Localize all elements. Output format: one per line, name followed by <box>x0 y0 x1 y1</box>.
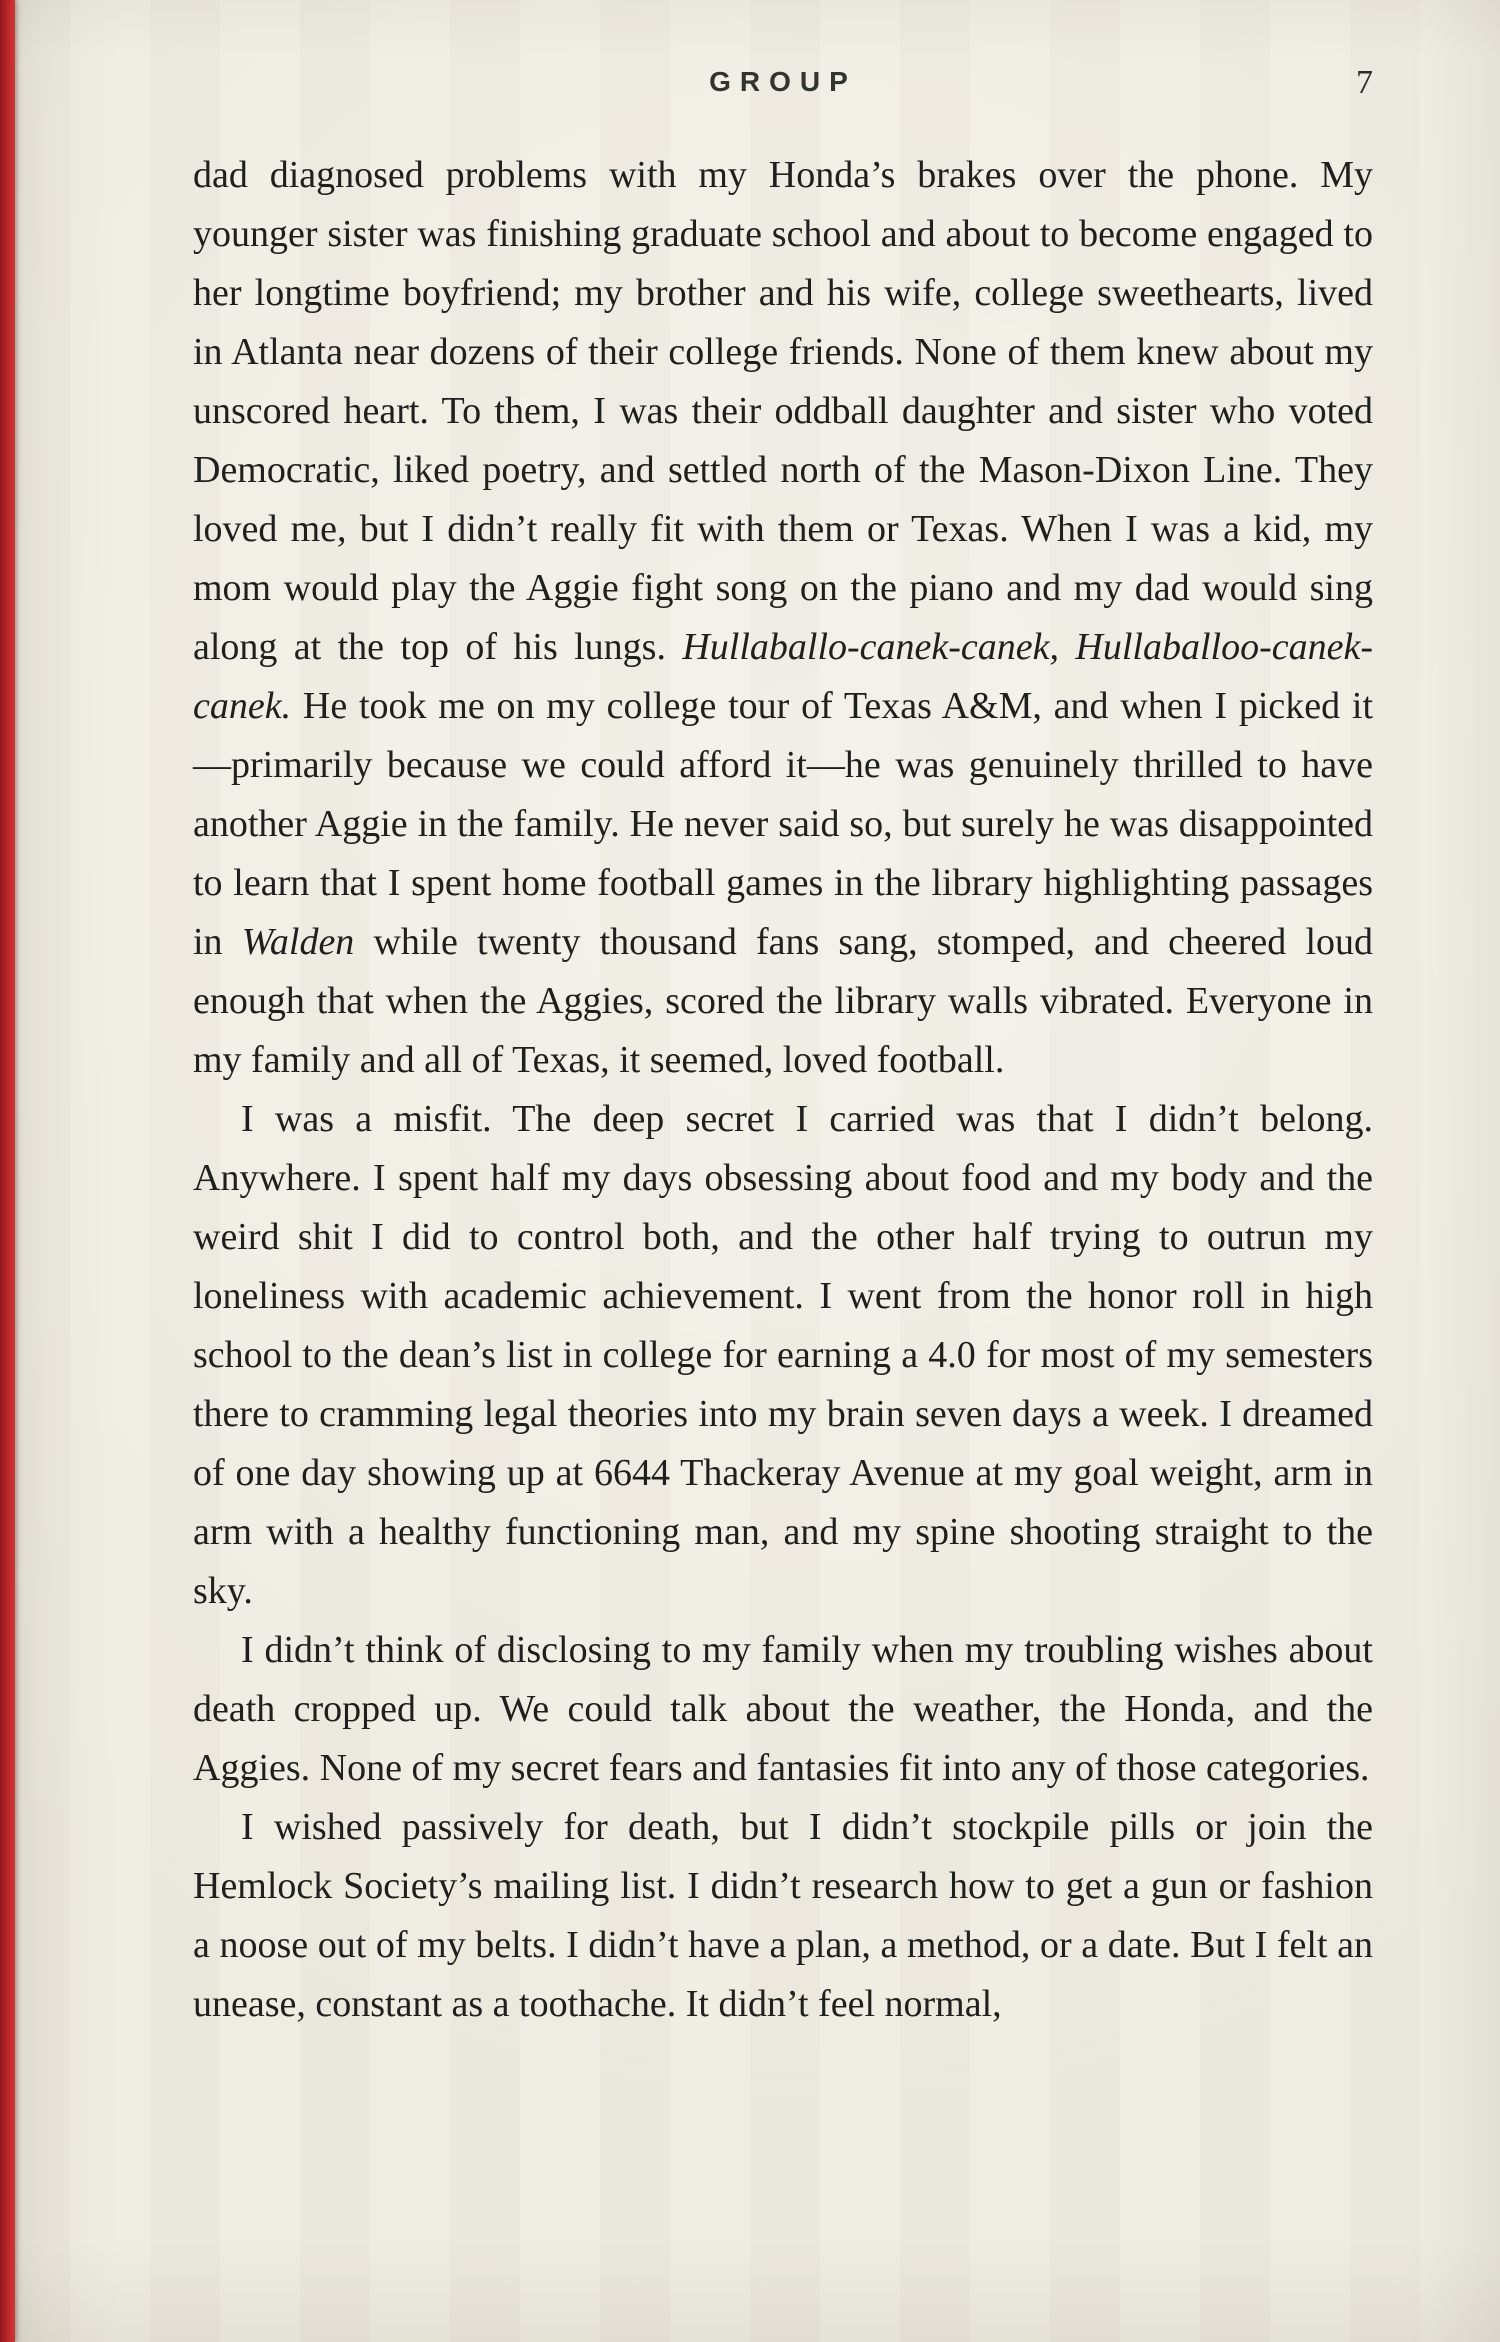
book-cover-edge <box>0 0 15 2342</box>
running-head-title: GROUP <box>709 66 857 97</box>
body-text: while twenty thousand fans sang, stomped, and cheered loud enough that when the Aggies, scored the library walls vibrated. Everyone in my family and all of Texas, it seemed, loved football. <box>193 921 1373 1081</box>
page-header <box>193 66 1373 106</box>
italic-text: Hullaballo-canek-canek, Hullaballoo-canek-canek. <box>193 626 1373 727</box>
paragraph-3 <box>193 1621 1373 1798</box>
paragraph-2 <box>193 1090 1373 1621</box>
italic-text: Walden <box>241 921 355 963</box>
paragraph-4 <box>193 1798 1373 2034</box>
body-text: I didn’t think of disclosing to my family when my troubling wishes about death cropped up. We could talk about the weather, the Honda, and the Aggies. None of my secret fears and fantasies fit into any of those categories. <box>193 1629 1373 1789</box>
body-text: I was a misfit. The deep secret I carried was that I didn’t belong. Anywhere. I spent half my days obsessing about food and my body and the weird shit I did to control both, and the other half trying to outrun my loneliness with academic achievement. I went from the honor roll in high school to the dean’s list in college for earning a 4.0 for most of my semesters there to cramming legal theories into my brain seven days a week. I dreamed of one day showing up at 6644 Thackeray Avenue at my goal weight, arm in arm with a healthy functioning man, and my spine shooting straight to the sky. <box>193 1098 1373 1612</box>
text-block <box>193 146 1373 2034</box>
paragraph-1 <box>193 146 1373 1090</box>
body-text: He took me on my college tour of Texas A&M, and when I picked it—primarily because we could afford it—he was genuinely thrilled to have another Aggie in the family. He never said so, but surely he was disappointed to learn that I spent home football games in the library highlighting passages in <box>193 685 1373 963</box>
page-number: 7 <box>1356 64 1373 101</box>
body-text: dad diagnosed problems with my Honda’s brakes over the phone. My younger sister was finishing graduate school and about to become engaged to her longtime boyfriend; my brother and his wife, college sweethearts, lived in Atlanta near dozens of their college friends. None of them knew about my unscored heart. To them, I was their oddball daughter and sister who voted Democratic, liked poetry, and settled north of the Mason-Dixon Line. They loved me, but I didn’t really fit with them or Texas. When I was a kid, my mom would play the Aggie fight song on the piano and my dad would sing along at the top of his lungs. <box>193 154 1373 668</box>
body-text: I wished passively for death, but I didn’t stockpile pills or join the Hemlock Society’s mailing list. I didn’t research how to get a gun or fashion a noose out of my belts. I didn’t have a plan, a method, or a date. But I felt an unease, constant as a toothache. It didn’t feel normal, <box>193 1806 1373 2025</box>
